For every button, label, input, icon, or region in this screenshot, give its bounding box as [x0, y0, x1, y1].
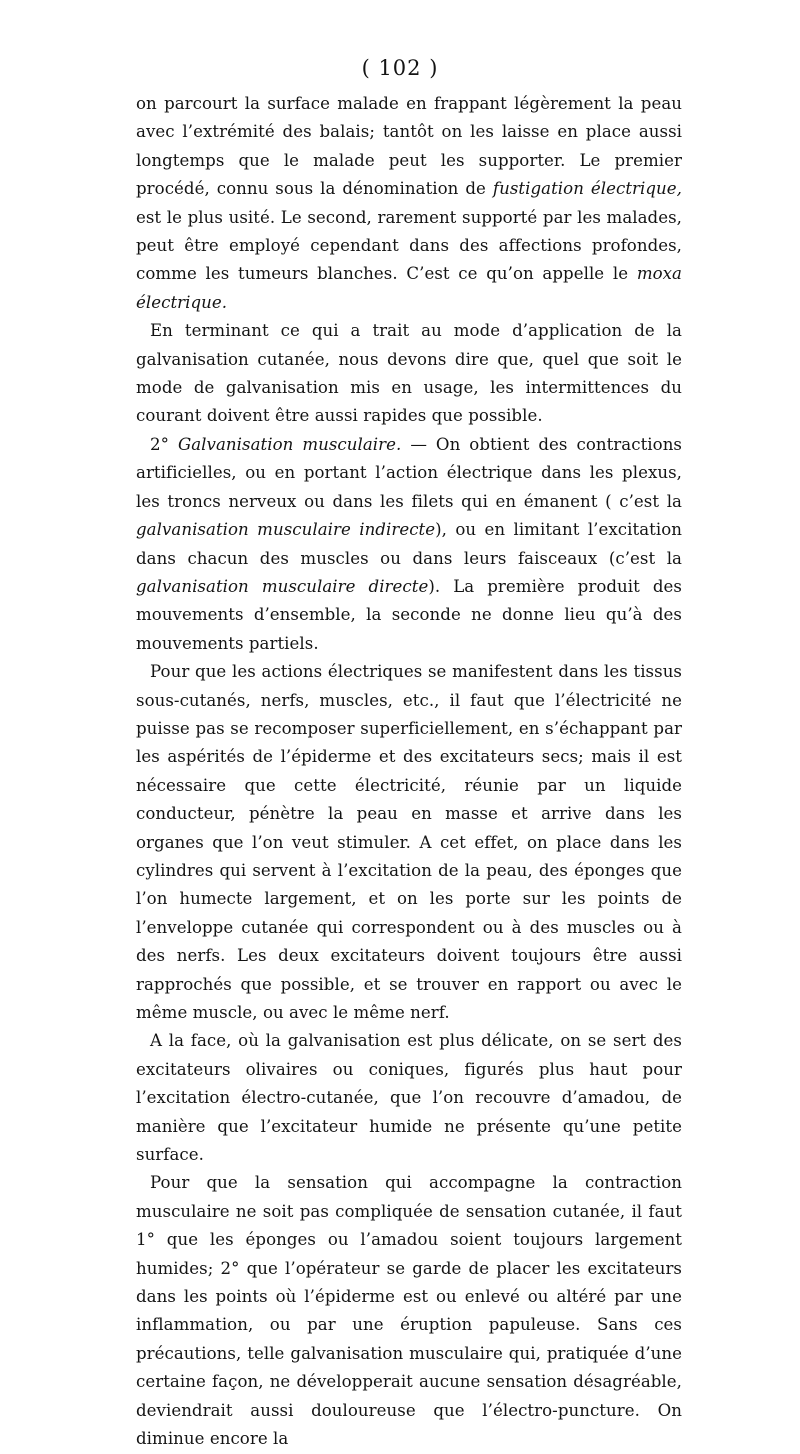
text-run: — On obtient des contractions artificielles, ou en portant l’action électrique dans les plexus, les troncs nerveux ou dans les filets qui en émanent ( c’est la [136, 434, 682, 511]
italic-run: fustigation électrique, [492, 179, 682, 199]
italic-run: Galvanisation musculaire. [177, 434, 402, 454]
text-run: 2° [150, 434, 178, 454]
text-run: Pour que la sensation qui accompagne la contraction musculaire ne soit pas compliquée de sensation cutanée, il faut 1° que les éponges ou l’amadou soient toujours largement humides; 2° que l’opérateur se garde de placer les excitateurs dans les points où l’épiderme est ou enlevé ou altéré par une inflammation, ou par une éruption papuleuse. Sans ces précautions, telle galvanisation musculaire qui, pratiquée d’une certaine façon, ne développerait aucune sensation désagréable, deviendrait aussi douloureuse que l’électro-puncture. On diminue encore la [136, 1173, 682, 1449]
page-number: ( 102 ) [361, 56, 439, 80]
italic-run: galvanisation musculaire directe [136, 576, 429, 596]
text-run: A la face, où la galvanisation est plus délicate, on se sert des excitateurs olivaires ou coniques, figurés plus haut pour l’excitation électro-cutanée, que l’on recouvre d’amadou, de manière que l’excitateur humide ne présente qu’une petite surface. [136, 1031, 682, 1165]
text-run: En terminant ce qui a trait au mode d’application de la galvanisation cutanée, nous devons dire que, quel que soit le mode de galvanisation mis en usage, les intermittences du courant doivent être aussi rapides que possible. [136, 321, 682, 426]
text-run: est le plus usité. Le second, rarement supporté par les malades, peut être employé cependant dans des affections profondes, comme les tumeurs blanches. C’est ce qu’on appelle le [136, 207, 682, 284]
text-run: on parcourt la surface malade en frappant légèrement la peau avec l’extrémité des balais; tantôt on les laisse en place aussi longtemps que le malade peut les supporter. Le premier procédé, connu sous la dénomination de [136, 94, 682, 199]
italic-run: moxa électrique. [136, 264, 682, 312]
text-run: ). La première produit des mouvements d’ensemble, la seconde ne donne lieu qu’à des mouvements partiels. [136, 576, 682, 653]
text-run: Pour que les actions électriques se manifestent dans les tissus sous-cutanés, nerfs, muscles, etc., il faut que l’électricité ne puisse pas se recomposer superficiellement, en s’échappant par les aspérités de l’épiderme et des excitateurs secs; mais il est nécessaire que cette électricité, réunie par un liquide conducteur, pénètre la peau en masse et arrive dans les organes que l’on veut stimuler. A cet effet, on place dans les cylindres qui servent à l’excitation de la peau, des éponges que l’on humecte largement, et on les porte sur les points de l’enveloppe cutanée qui correspondent ou à des muscles ou à des nerfs. Les deux excitateurs doivent toujours être aussi rapprochés que possible, et se trouver en rapport ou avec le même muscle, ou avec le même nerf. [136, 662, 682, 1022]
paragraph-2 [136, 317, 682, 431]
paragraph-3 [136, 431, 682, 658]
text-run: ), ou en limitant l’excitation dans chacun des muscles ou dans leurs faisceaux (c’est la [136, 520, 682, 568]
paragraph-4 [136, 658, 682, 1027]
paragraph-6 [136, 1169, 682, 1453]
paragraph-1 [136, 90, 682, 317]
paragraph-5 [136, 1027, 682, 1169]
italic-run: galvanisation musculaire indirecte [136, 520, 436, 540]
body-text [136, 90, 682, 1454]
